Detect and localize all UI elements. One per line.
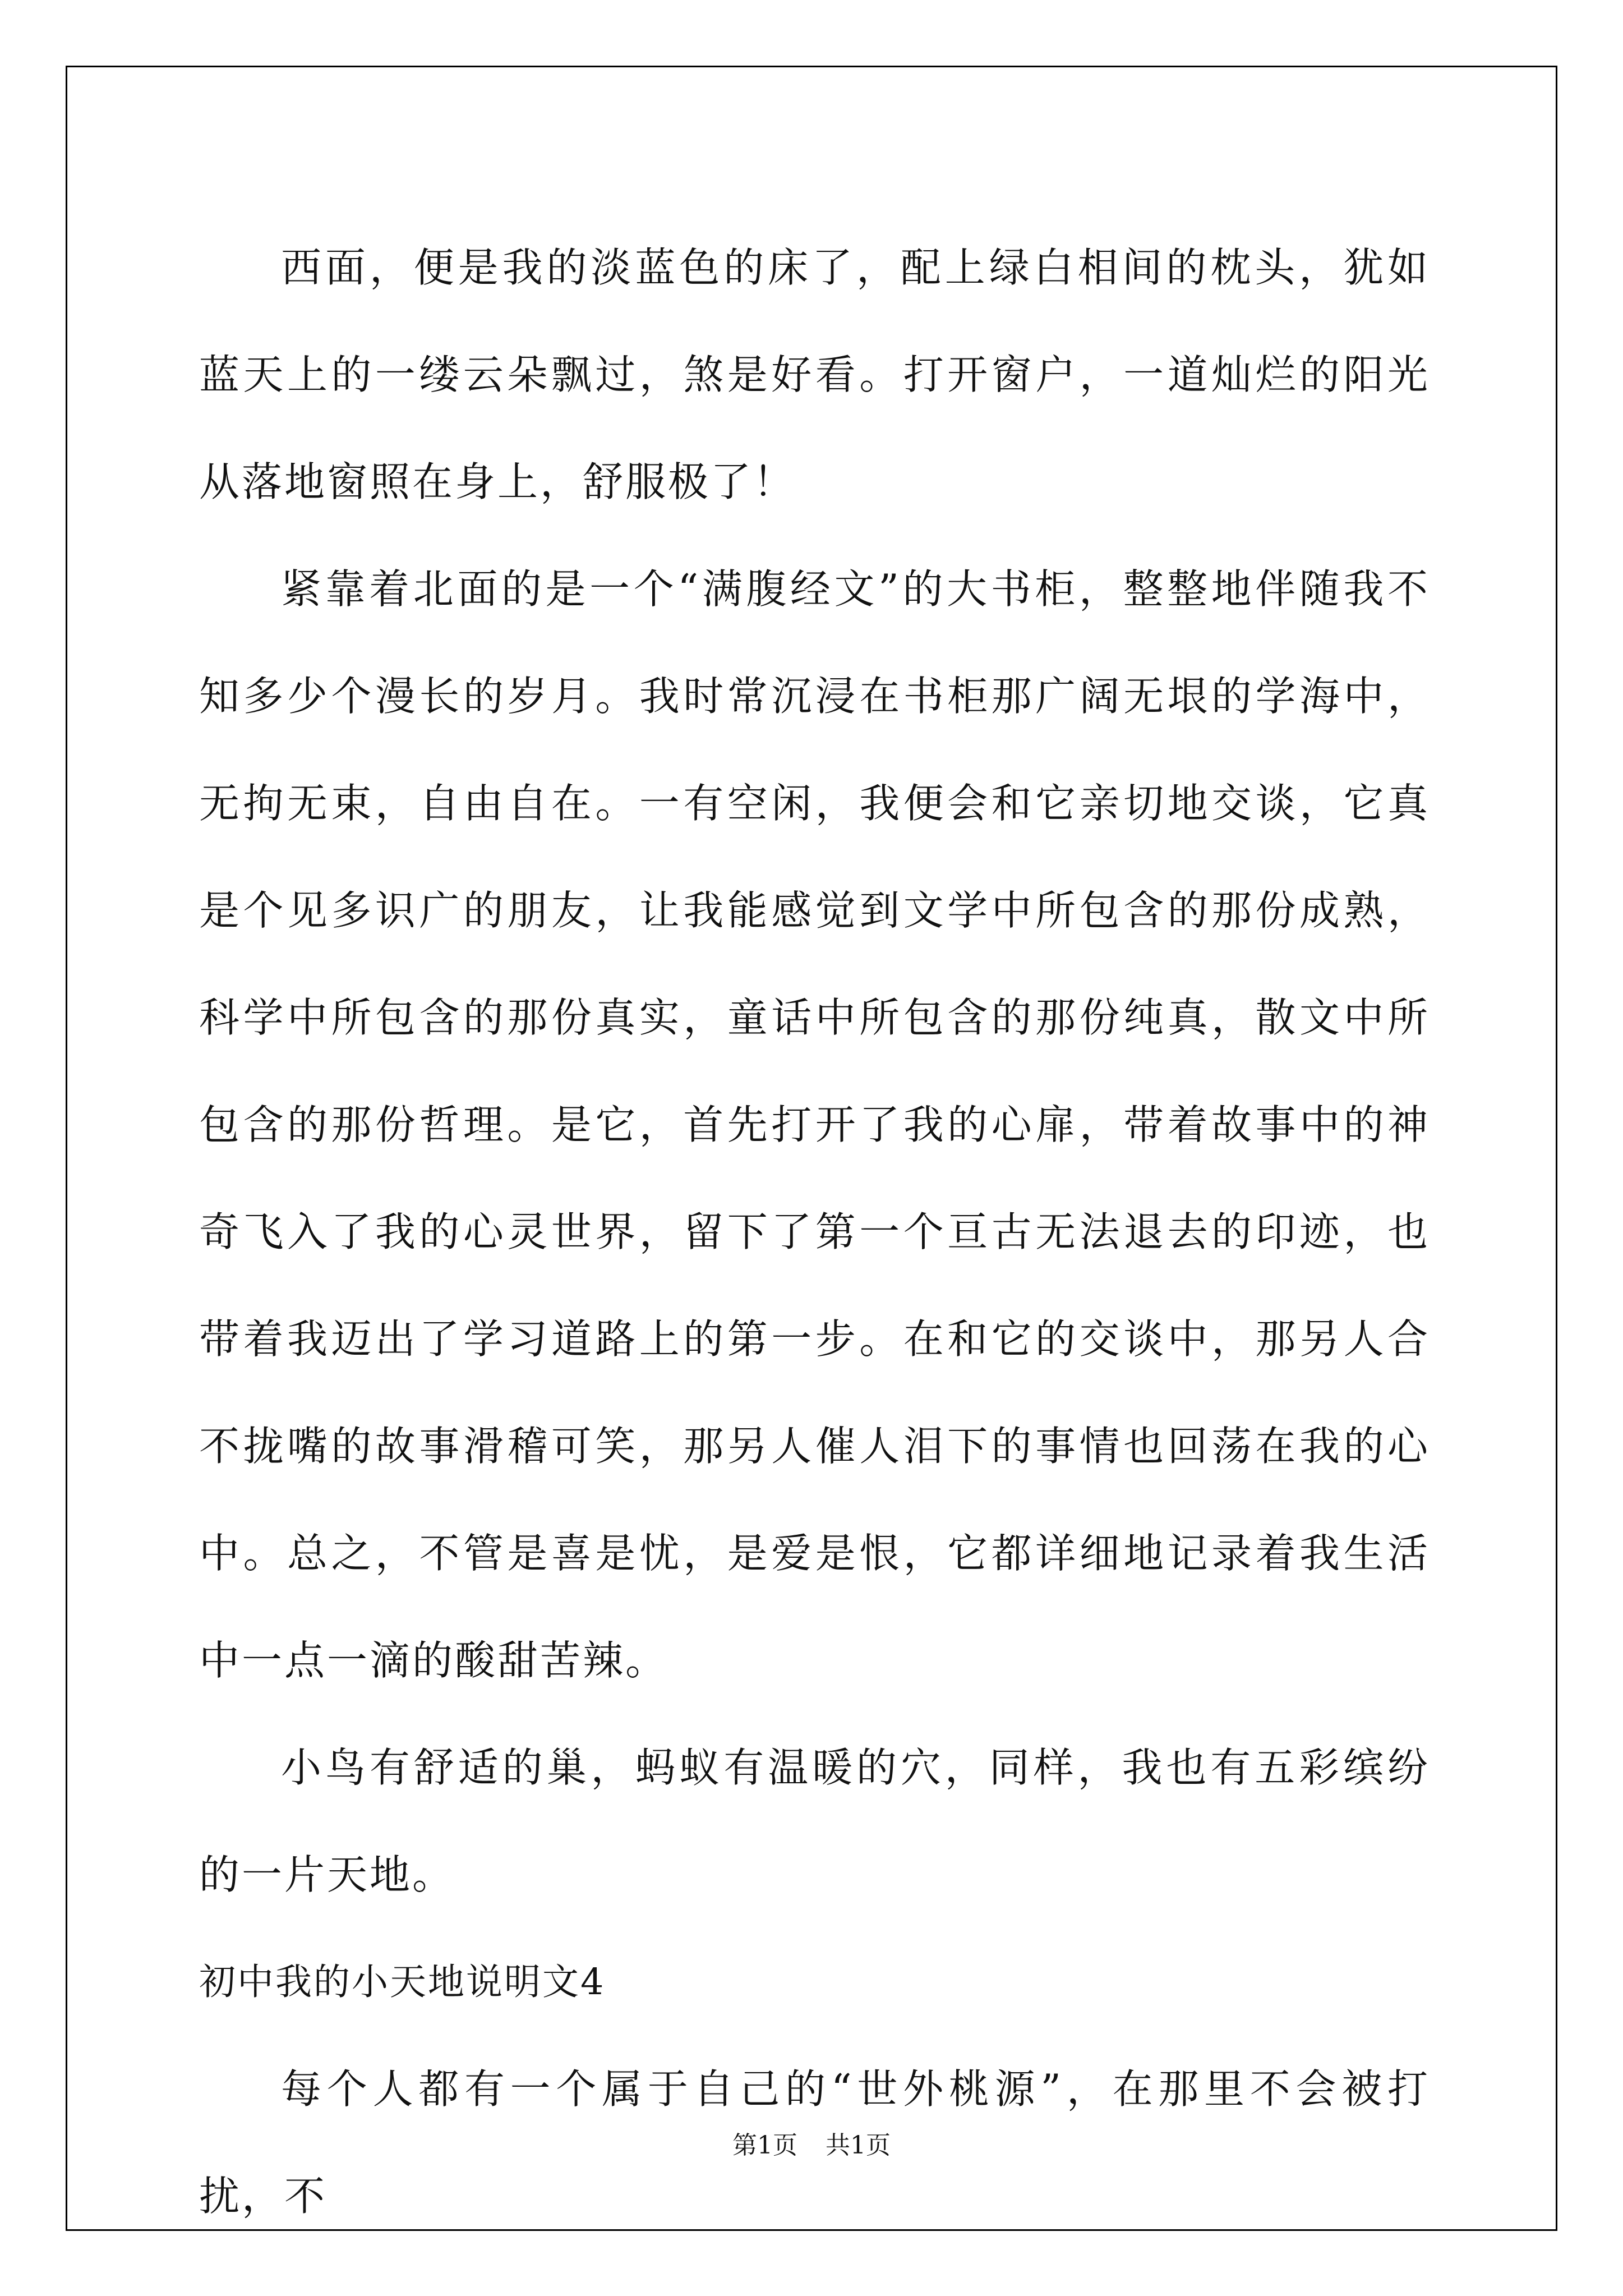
section-heading: 初中我的小天地说明文4 [199,1961,606,2003]
paragraph-summary: 小鸟有舒适的巢，蚂蚁有温暖的穴，同样，我也有五彩缤纷的一片天地。 [199,1744,1430,1898]
page-number-total: 共1页 [826,2131,891,2160]
document-body [199,214,1430,2250]
page-number-current: 第1页 [732,2131,797,2160]
page-footer [0,2129,1623,2162]
paragraph-bookcase: 紧靠着北面的是一个“满腹经文”的大书柜，整整地伴随我不知多少个漫长的岁月。我时常沉浸在书柜那广阔无垠的学海中，无拘无束，自由自在。一有空闲，我便会和它亲切地交谈，它真是个见多识广的朋友，让我能感觉到文学中所包含的那份成熟，科学中所包含的那份真实，童话中所包含的那份纯真，散文中所包含的那份哲理。是它，首先打开了我的心扉，带着故事中的神奇飞入了我的心灵世界，留下了第一个亘古无法退去的印迹，也带着我迈出了学习道路上的第一步。在和它的交谈中，那另人合不拢嘴的故事滑稽可笑，那另人催人泪下的事情也回荡在我的心中。总之，不管是喜是忧，是爱是恨，它都详细地记录着我生活中一点一滴的酸甜苦辣。 [199,565,1430,1684]
paragraph-bed: 西面，便是我的淡蓝色的床了，配上绿白相间的枕头，犹如蓝天上的一缕云朵飘过，煞是好看。打开窗户，一道灿烂的阳光从落地窗照在身上，舒服极了！ [199,244,1430,505]
paragraph-intro: 每个人都有一个属于自己的“世外桃源”，在那里不会被打扰，不 [199,2065,1430,2220]
